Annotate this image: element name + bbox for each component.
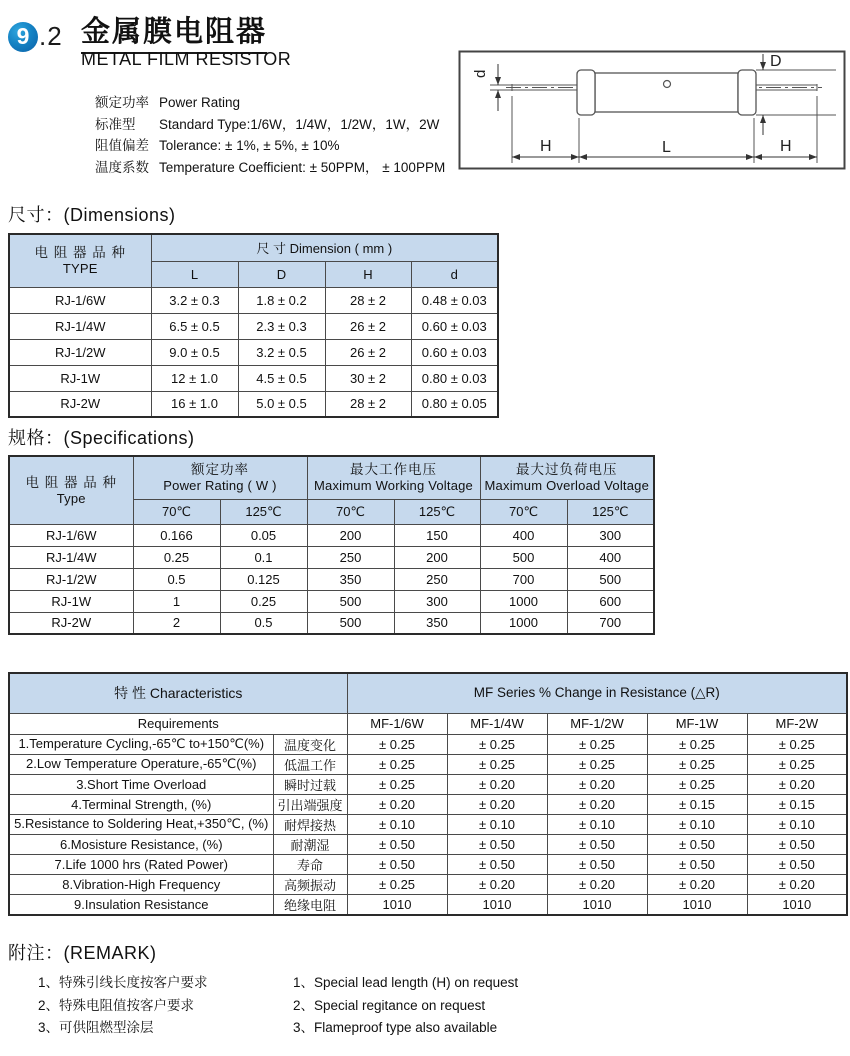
characteristics-header-row-2 (9, 713, 847, 734)
value-cell: 250 (307, 546, 394, 568)
value-cell: ± 0.20 (347, 794, 447, 814)
value-cell: 16 ± 1.0 (151, 391, 238, 417)
characteristic-name-en: 9.Insulation Resistance (9, 894, 273, 915)
value-cell: 350 (394, 612, 480, 634)
value-cell: ± 0.10 (647, 814, 747, 834)
value-cell: ± 0.25 (347, 754, 447, 774)
value-cell: 0.60 ± 0.03 (411, 313, 498, 339)
remark-item: 1、Special lead length (H) on request (293, 975, 519, 990)
value-cell: 200 (394, 546, 480, 568)
value-cell: ± 0.50 (647, 854, 747, 874)
characteristics-header: 特 性 Characteristics (9, 673, 347, 713)
characteristic-name-cn: 耐焊接热 (273, 814, 347, 834)
column-header-D: D (238, 261, 325, 287)
type-cell: RJ-2W (9, 612, 133, 634)
value-cell: ± 0.20 (747, 774, 847, 794)
value-cell: ± 0.50 (447, 834, 547, 854)
intro-spec-list (95, 92, 445, 178)
value-cell: ± 0.20 (547, 774, 647, 794)
value-cell: ± 0.25 (647, 754, 747, 774)
characteristic-name-en: 4.Terminal Strength, (%) (9, 794, 273, 814)
column-header-H: H (325, 261, 411, 287)
characteristic-name-cn: 温度变化 (273, 734, 347, 754)
dimensions-header-row-1 (9, 234, 498, 261)
resistor-dimension-diagram (458, 50, 846, 175)
value-cell: 300 (394, 590, 480, 612)
table-row (9, 774, 847, 794)
value-cell: ± 0.20 (547, 874, 647, 894)
value-cell: 400 (480, 524, 567, 546)
value-cell: ± 0.10 (547, 814, 647, 834)
table-row (9, 339, 498, 365)
dimensions-type-header-cn: 电 阻 器 品 种 (34, 245, 126, 261)
table-row (9, 313, 498, 339)
value-cell: ± 0.20 (747, 874, 847, 894)
temp-header: 125℃ (220, 499, 307, 524)
table-row (9, 391, 498, 417)
table-row (9, 546, 654, 568)
intro-line-cn: 标准型 (95, 116, 136, 132)
value-cell: ± 0.25 (647, 734, 747, 754)
value-cell: ± 0.25 (747, 734, 847, 754)
table-row (9, 612, 654, 634)
temp-header: 70℃ (480, 499, 567, 524)
diagram-label-D: D (770, 53, 782, 70)
value-cell: 0.5 (220, 612, 307, 634)
column-header-mf-1-4w: MF-1/4W (447, 713, 547, 734)
value-cell: 0.1 (220, 546, 307, 568)
characteristic-name-en: 5.Resistance to Soldering Heat,+350℃, (%) (9, 814, 273, 834)
value-cell: ± 0.50 (647, 834, 747, 854)
table-row (9, 524, 654, 546)
value-cell: 400 (567, 546, 654, 568)
characteristic-name-en: 6.Mosisture Resistance, (%) (9, 834, 273, 854)
table-row (9, 894, 847, 915)
value-cell: ± 0.50 (747, 834, 847, 854)
value-cell: 1010 (547, 894, 647, 915)
value-cell: 12 ± 1.0 (151, 365, 238, 391)
column-header-L: L (151, 261, 238, 287)
intro-line-cn: 阻值偏差 (95, 138, 149, 153)
value-cell: 0.80 ± 0.05 (411, 391, 498, 417)
value-cell: 1000 (480, 612, 567, 634)
value-cell: ± 0.50 (347, 854, 447, 874)
intro-line-en: Power Rating (159, 95, 241, 110)
value-cell: 1010 (647, 894, 747, 915)
characteristic-name-cn: 低温工作 (273, 754, 347, 774)
table-row (9, 365, 498, 391)
table-row (9, 814, 847, 834)
value-cell: ± 0.50 (547, 834, 647, 854)
table-row (9, 854, 847, 874)
value-cell: 600 (567, 590, 654, 612)
remark-item: 1、特殊引线长度按客户要求 (38, 975, 208, 990)
remark-section-title: 附注：(REMARK) (8, 943, 157, 963)
value-cell: 0.25 (133, 546, 220, 568)
value-cell: ± 0.10 (347, 814, 447, 834)
value-cell: ± 0.50 (747, 854, 847, 874)
value-cell: ± 0.25 (447, 754, 547, 774)
working-voltage-header-cn: 最大工作电压 (350, 462, 437, 478)
diagram-label-h-left: H (540, 138, 552, 155)
remark-list-en (293, 972, 518, 1040)
page-title-en: METAL FILM RESISTOR (81, 49, 292, 69)
value-cell: 1.8 ± 0.2 (238, 287, 325, 313)
table-row (9, 734, 847, 754)
characteristic-name-en: 1.Temperature Cycling,-65℃ to+150℃(%) (9, 734, 273, 754)
specifications-header-row-1 (9, 456, 654, 499)
value-cell: 26 ± 2 (325, 313, 411, 339)
value-cell: 1000 (480, 590, 567, 612)
diagram-label-h-right: H (780, 138, 792, 155)
overload-voltage-group-header (480, 456, 654, 499)
section-number-suffix: .2 (39, 21, 63, 51)
temp-header: 125℃ (567, 499, 654, 524)
page-title-cn: 金属膜电阻器 (81, 9, 267, 54)
power-rating-header-en: Power Rating ( W ) (163, 478, 277, 494)
value-cell: 28 ± 2 (325, 287, 411, 313)
mf-series-header: MF Series % Change in Resistance (△R) (347, 673, 847, 713)
value-cell: 26 ± 2 (325, 339, 411, 365)
column-header-d: d (411, 261, 498, 287)
value-cell: ± 0.20 (447, 774, 547, 794)
value-cell: 30 ± 2 (325, 365, 411, 391)
characteristic-name-en: 3.Short Time Overload (9, 774, 273, 794)
value-cell: ± 0.50 (347, 834, 447, 854)
value-cell: ± 0.15 (747, 794, 847, 814)
value-cell: 300 (567, 524, 654, 546)
working-voltage-group-header (307, 456, 480, 499)
value-cell: ± 0.25 (347, 774, 447, 794)
value-cell: ± 0.25 (547, 734, 647, 754)
value-cell: 4.5 ± 0.5 (238, 365, 325, 391)
value-cell: ± 0.20 (447, 874, 547, 894)
power-rating-group-header (133, 456, 307, 499)
value-cell: 0.5 (133, 568, 220, 590)
table-row (9, 874, 847, 894)
table-row (9, 287, 498, 313)
type-cell: RJ-1W (9, 590, 133, 612)
value-cell: ± 0.25 (747, 754, 847, 774)
value-cell: 3.2 ± 0.3 (151, 287, 238, 313)
intro-line-cn: 温度系数 (95, 159, 149, 175)
value-cell: ± 0.50 (447, 854, 547, 874)
value-cell: ± 0.50 (547, 854, 647, 874)
value-cell: 500 (480, 546, 567, 568)
specifications-type-header-cn: 电 阻 器 品 种 (25, 474, 117, 490)
dimensions-section-title: 尺寸：(Dimensions) (8, 205, 176, 225)
remark-item: 3、Flameproof type also available (293, 1020, 498, 1035)
value-cell: ± 0.25 (347, 874, 447, 894)
value-cell: 350 (307, 568, 394, 590)
value-cell: 28 ± 2 (325, 391, 411, 417)
value-cell: 500 (307, 612, 394, 634)
table-row (9, 590, 654, 612)
characteristics-table (8, 672, 848, 916)
value-cell: ± 0.25 (347, 734, 447, 754)
value-cell: 500 (307, 590, 394, 612)
diagram-label-d: d (472, 69, 489, 78)
type-cell: RJ-1/4W (9, 546, 133, 568)
dimensions-type-header-en: TYPE (62, 261, 98, 277)
temp-header: 125℃ (394, 499, 480, 524)
value-cell: 1010 (447, 894, 547, 915)
specifications-type-header-en: Type (56, 490, 86, 506)
temp-header: 70℃ (133, 499, 220, 524)
value-cell: 3.2 ± 0.5 (238, 339, 325, 365)
column-header-mf-1-6w: MF-1/6W (347, 713, 447, 734)
type-cell: RJ-1/2W (9, 568, 133, 590)
value-cell: 2 (133, 612, 220, 634)
power-rating-header-cn: 额定功率 (191, 462, 249, 478)
value-cell: 0.125 (220, 568, 307, 590)
intro-line-en: Temperature Coefficient: ± 50PPM， ± 100PPM (159, 159, 446, 175)
characteristic-name-en: 8.Vibration-High Frequency (9, 874, 273, 894)
value-cell: 5.0 ± 0.5 (238, 391, 325, 417)
value-cell: 700 (480, 568, 567, 590)
temp-header: 70℃ (307, 499, 394, 524)
column-header-mf-1w: MF-1W (647, 713, 747, 734)
value-cell: ± 0.15 (647, 794, 747, 814)
value-cell: 1010 (747, 894, 847, 915)
remark-list-cn (38, 972, 208, 1040)
value-cell: 150 (394, 524, 480, 546)
type-cell: RJ-1/2W (9, 339, 151, 365)
characteristic-name-cn: 寿命 (273, 854, 347, 874)
value-cell: 1 (133, 590, 220, 612)
characteristic-name-en: 2.Low Temperature Operature,-65℃(%) (9, 754, 273, 774)
resistor-drawing (458, 50, 846, 170)
characteristic-name-cn: 引出端强度 (273, 794, 347, 814)
value-cell: 0.60 ± 0.03 (411, 339, 498, 365)
column-header-mf-2w: MF-2W (747, 713, 847, 734)
value-cell: ± 0.20 (647, 874, 747, 894)
working-voltage-header-en: Maximum Working Voltage (314, 478, 473, 494)
value-cell: ± 0.25 (447, 734, 547, 754)
characteristics-header-row-1 (9, 673, 847, 713)
type-cell: RJ-1/6W (9, 524, 133, 546)
table-row (9, 568, 654, 590)
type-cell: RJ-2W (9, 391, 151, 417)
type-cell: RJ-1/4W (9, 313, 151, 339)
intro-line-cn: 额定功率 (95, 95, 149, 110)
value-cell: 200 (307, 524, 394, 546)
value-cell: ± 0.10 (447, 814, 547, 834)
specifications-type-header (9, 456, 133, 524)
value-cell: 9.0 ± 0.5 (151, 339, 238, 365)
characteristic-name-cn: 高频振动 (273, 874, 347, 894)
value-cell: 250 (394, 568, 480, 590)
value-cell: ± 0.25 (647, 774, 747, 794)
section-number-circle: 9 (8, 22, 38, 52)
remark-item: 2、特殊电阻值按客户要求 (38, 997, 195, 1013)
value-cell: 1010 (347, 894, 447, 915)
table-row (9, 834, 847, 854)
characteristic-name-cn: 瞬时过载 (273, 774, 347, 794)
intro-line-en: Standard Type:1/6W，1/4W，1/2W，1W，2W (159, 116, 440, 132)
value-cell: 0.25 (220, 590, 307, 612)
table-row (9, 754, 847, 774)
type-cell: RJ-1/6W (9, 287, 151, 313)
value-cell: 0.166 (133, 524, 220, 546)
dimensions-group-header: 尺 寸 Dimension ( mm ) (151, 234, 498, 261)
section-number-badge (8, 21, 63, 52)
value-cell: 0.05 (220, 524, 307, 546)
value-cell: 700 (567, 612, 654, 634)
overload-voltage-header-cn: 最大过负荷电压 (516, 462, 618, 478)
dimensions-table (8, 233, 499, 418)
column-header-mf-1-2w: MF-1/2W (547, 713, 647, 734)
requirements-header: Requirements (9, 713, 347, 734)
value-cell: ± 0.20 (447, 794, 547, 814)
intro-line (95, 114, 445, 136)
value-cell: ± 0.20 (547, 794, 647, 814)
value-cell: 500 (567, 568, 654, 590)
remark-item: 2、Special regitance on request (293, 997, 486, 1013)
dimensions-type-header (9, 234, 151, 287)
intro-line (95, 92, 445, 114)
characteristic-name-cn: 绝缘电阻 (273, 894, 347, 915)
value-cell: ± 0.25 (547, 754, 647, 774)
characteristic-name-cn: 耐潮湿 (273, 834, 347, 854)
value-cell: 0.80 ± 0.03 (411, 365, 498, 391)
characteristic-name-en: 7.Life 1000 hrs (Rated Power) (9, 854, 273, 874)
value-cell: 2.3 ± 0.3 (238, 313, 325, 339)
specifications-table (8, 455, 655, 635)
overload-voltage-header-en: Maximum Overload Voltage (484, 478, 650, 494)
value-cell: 0.48 ± 0.03 (411, 287, 498, 313)
intro-line-en: Tolerance: ± 1%, ± 5%, ± 10% (159, 138, 340, 153)
value-cell: 6.5 ± 0.5 (151, 313, 238, 339)
diagram-label-l: L (662, 139, 671, 156)
type-cell: RJ-1W (9, 365, 151, 391)
intro-line (95, 157, 445, 179)
intro-line (95, 135, 445, 157)
remark-item: 3、可供阻燃型涂层 (38, 1020, 154, 1035)
table-row (9, 794, 847, 814)
value-cell: ± 0.10 (747, 814, 847, 834)
specifications-section-title: 规格：(Specifications) (8, 428, 195, 448)
